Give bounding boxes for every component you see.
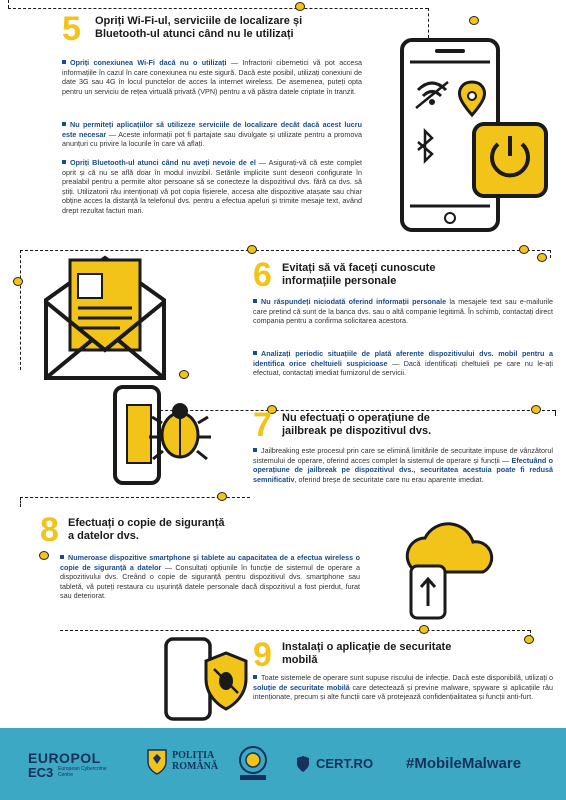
connector-line <box>20 250 21 370</box>
section-7-para-1: Jailbreaking este procesul prin care se elimină limitările de securitate impuse de vânzătorul sistemului de operare, oferind acces complet la sistemul de operare și funcții — Efectuând o operațiune de jailbreak pe dispozitivul dvs., securitatea acestuia poate fi redusă semnificativ, oferind breșe de securitate care nu erau aparente imediat. <box>253 446 553 484</box>
bug-icon <box>218 493 226 500</box>
bug-icon <box>525 636 533 643</box>
section-7-number: 7 <box>253 406 272 444</box>
bug-icon <box>532 406 540 413</box>
bullet-icon <box>253 448 257 452</box>
politia-logo: POLIȚIA ROMÂNĂ <box>172 750 219 772</box>
bullet-icon <box>253 675 257 679</box>
bug-icon <box>296 3 304 10</box>
bullet-icon <box>62 60 66 64</box>
section-6-para-1: Nu răspundeți niciodată oferind informații personale la mesajele text sau e-mailurile care pretind că sunt de la banca dvs. sau o altă companie legitimă. În schimb, contactați direct compania pentru a confirma solicitarea acestora. <box>253 297 553 325</box>
phone-shield-illustration <box>160 635 250 725</box>
cloud-backup-illustration <box>395 510 505 620</box>
bug-icon <box>470 17 478 24</box>
connector-line <box>428 8 429 38</box>
connector-line <box>60 630 530 631</box>
bug-icon <box>248 246 256 253</box>
partner-emblem-icon <box>236 744 270 782</box>
politia-crest-icon <box>146 746 168 776</box>
connector-line <box>550 250 551 258</box>
section-9-number: 9 <box>253 636 272 674</box>
section-6-para-2: Analizați periodic situațiile de plată aferente dispozitivului dvs. mobil pentru a identifica orice cheltuieli suspicioase — Dacă identificați cheltuieli pe care nu le-ați efectuat, contactați imediat furnizorul de servicii. <box>253 349 554 377</box>
bullet-icon <box>253 351 257 355</box>
section-9-title: Instalați o aplicație de securitate mobilă <box>282 641 452 666</box>
section-6-number: 6 <box>253 256 272 294</box>
section-6-title: Evitați să vă faceți cunoscute informațiile personale <box>282 262 436 287</box>
connector-line <box>20 497 21 507</box>
bug-icon <box>180 371 188 378</box>
bullet-icon <box>62 122 66 126</box>
hashtag-label: #MobileMalware <box>406 755 522 772</box>
section-5-title: Opriți Wi-Fi-ul, serviciile de localizare și Bluetooth-ul atunci când nu le utilizați <box>95 15 303 40</box>
bug-icon <box>40 552 48 559</box>
section-5-para-1: Opriți conexiunea Wi-Fi dacă nu o utilizați — Infractorii cibernetici vă pot accesa informațiile în cazul în care conexiunea nu este sigură. Dacă este posibil, utilizați conexiuni de date 3G sau 4G în locul punctelor de acces la internet wireless. De asemenea, puteți opta pentru un serviciu de rețea virtuală privată (VPN) pentru a vă păstra datele criptate în tranzit. <box>62 58 362 96</box>
bullet-icon <box>62 160 66 164</box>
section-8-para-1: Numeroase dispozitive smartphone și tablete au capacitatea de a efectua wireless o copie de siguranță a datelor — Consultați opțiunile în funcție de sistemul de operare a dispozitivului dvs. Creând o copie de siguranță pentru dispozitivul dvs. smartphone sau tabletă, vă puteți restaura cu ușurință datele personale dacă dispozitivul a fost pierdut, furat sau deteriorat. <box>60 553 360 600</box>
bullet-icon <box>253 299 257 303</box>
section-5-para-3: Opriți Bluetooth-ul atunci când nu aveți nevoie de el — Asigurați-vă că este complet oprit și că nu se află doar în modul invizibil. Setările implicite sunt deseori configurate în prealabil pentru a permite altor persoane să se conecteze la dispozitivul dvs. fără ca dvs. să știți. Utilizatorii rău intenționați vă pot copia fișierele, accesa alte dispozitive atașate sau chiar obține acces la distanță la telefonul dvs. pentru a efectua apeluri și trimite mesaje text, având drept rezultat facturi mari. <box>62 158 362 215</box>
bug-icon <box>420 626 428 633</box>
shield-icon <box>296 756 310 772</box>
section-8-title: Efectuați o copie de siguranță a datelor dvs. <box>68 517 225 542</box>
bug-icon <box>14 278 22 285</box>
section-7-title: Nu efectuați o operațiune de jailbreak pe dispozitivul dvs. <box>282 412 432 437</box>
footer-bar <box>0 728 566 800</box>
section-9-para-1: Toate sistemele de operare sunt supuse riscului de infecție. Dacă este disponibilă, utilizați o soluție de securitate mobilă care detectează și previne malware, spyware și aplicațiile rău intenționate, precum și alte funcții care vă protejează confidențialitatea și funcții anti-furt. <box>253 673 553 701</box>
europol-logo: EUROPOL EC3 European Cybercrime Centre <box>28 750 107 780</box>
connector-line <box>555 410 556 416</box>
bullet-icon <box>60 555 64 559</box>
connector-line <box>8 8 428 9</box>
connector-line <box>8 0 9 8</box>
bug-icon <box>538 254 546 261</box>
section-5-number: 5 <box>62 10 81 48</box>
section-5-para-2: Nu permiteți aplicațiilor să utilizeze serviciile de localizare decât dacă acest lucru este necesar — Aceste informații pot fi partajate sau divulgate și utilizate pentru a promova anunțuri cu privire la locurile în care vă aflați. <box>62 120 362 148</box>
cert-logo: CERT.RO <box>316 756 374 771</box>
phone-wifi-illustration <box>380 38 550 248</box>
section-8-number: 8 <box>40 511 59 549</box>
connector-line <box>20 497 250 498</box>
phone-bug-illustration <box>105 383 215 493</box>
envelope-illustration <box>40 250 170 385</box>
